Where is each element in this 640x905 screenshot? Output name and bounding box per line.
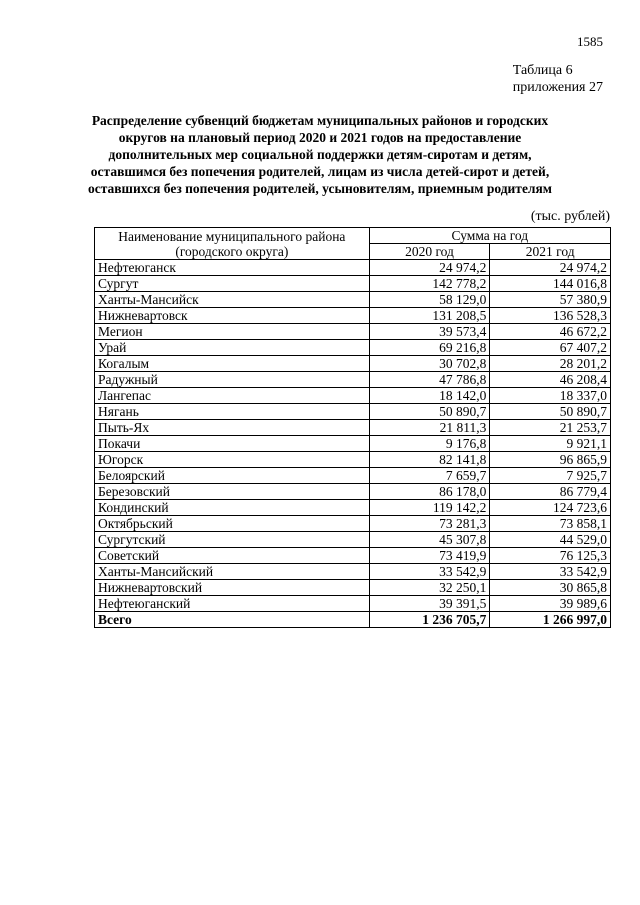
municipality-name-cell: Нижневартовск: [95, 308, 370, 324]
municipality-name-cell: Березовский: [95, 484, 370, 500]
value-2021-cell: 46 208,4: [490, 372, 611, 388]
municipality-name-cell: Кондинский: [95, 500, 370, 516]
table-row: [95, 308, 611, 324]
value-2021-cell: 86 779,4: [490, 484, 611, 500]
value-2020-cell: 50 890,7: [369, 404, 490, 420]
value-2021-cell: 67 407,2: [490, 340, 611, 356]
value-2021-cell: 44 529,0: [490, 532, 611, 548]
municipality-name-cell: Нижневартовский: [95, 580, 370, 596]
value-2020-cell: 131 208,5: [369, 308, 490, 324]
table-row: [95, 260, 611, 276]
table-row: [95, 324, 611, 340]
table-reference: [513, 62, 603, 96]
municipality-name-cell: Югорск: [95, 452, 370, 468]
value-2021-cell: 50 890,7: [490, 404, 611, 420]
municipality-name-cell: Нягань: [95, 404, 370, 420]
value-2020-cell: 45 307,8: [369, 532, 490, 548]
municipality-name-cell: Когалым: [95, 356, 370, 372]
municipality-name-cell: Белоярский: [95, 468, 370, 484]
header-sum-per-year: Сумма на год: [369, 228, 610, 244]
municipality-name-cell: Урай: [95, 340, 370, 356]
header-year-2020: 2020 год: [369, 244, 490, 260]
table-row: [95, 484, 611, 500]
table-row: [95, 516, 611, 532]
municipality-name-cell: Всего: [95, 612, 370, 628]
municipality-name-cell: Нефтеюганский: [95, 596, 370, 612]
value-2021-cell: 1 266 997,0: [490, 612, 611, 628]
value-2020-cell: 39 573,4: [369, 324, 490, 340]
municipality-name-cell: Ханты-Мансийский: [95, 564, 370, 580]
table-row: [95, 436, 611, 452]
value-2020-cell: 7 659,7: [369, 468, 490, 484]
title-line2: округов на плановый период 2020 и 2021 годов на предоставление: [118, 130, 522, 145]
value-2021-cell: 28 201,2: [490, 356, 611, 372]
value-2021-cell: 33 542,9: [490, 564, 611, 580]
value-2021-cell: 18 337,0: [490, 388, 611, 404]
table-body: [95, 260, 611, 628]
table-total-row: [95, 612, 611, 628]
value-2020-cell: 142 778,2: [369, 276, 490, 292]
value-2020-cell: 47 786,8: [369, 372, 490, 388]
value-2021-cell: 124 723,6: [490, 500, 611, 516]
value-2020-cell: 73 281,3: [369, 516, 490, 532]
value-2021-cell: 7 925,7: [490, 468, 611, 484]
value-2021-cell: 21 253,7: [490, 420, 611, 436]
value-2020-cell: 82 141,8: [369, 452, 490, 468]
value-2021-cell: 96 865,9: [490, 452, 611, 468]
value-2021-cell: 76 125,3: [490, 548, 611, 564]
municipality-name-cell: Мегион: [95, 324, 370, 340]
value-2021-cell: 30 865,8: [490, 580, 611, 596]
value-2020-cell: 21 811,3: [369, 420, 490, 436]
value-2020-cell: 30 702,8: [369, 356, 490, 372]
table-row: [95, 596, 611, 612]
municipality-name-cell: Лангепас: [95, 388, 370, 404]
value-2020-cell: 73 419,9: [369, 548, 490, 564]
table-row: [95, 340, 611, 356]
table-row: [95, 292, 611, 308]
value-2020-cell: 24 974,2: [369, 260, 490, 276]
document-title: [70, 112, 570, 197]
table-row: [95, 532, 611, 548]
table-row: [95, 404, 611, 420]
table-row: [95, 564, 611, 580]
municipality-name-cell: Советский: [95, 548, 370, 564]
table-ref-line2: приложения 27: [512, 80, 603, 95]
value-2021-cell: 46 672,2: [490, 324, 611, 340]
value-2021-cell: 136 528,3: [490, 308, 611, 324]
title-line5: оставшихся без попечения родителей, усыновителям, приемным родителям: [87, 181, 553, 196]
table-row: [95, 468, 611, 484]
page-number: 1585: [577, 34, 603, 49]
municipality-name-cell: Радужный: [95, 372, 370, 388]
table-row: [95, 580, 611, 596]
title-line3: дополнительных мер социальной поддержки детям-сиротам и детям,: [108, 147, 532, 162]
value-2020-cell: 33 542,9: [369, 564, 490, 580]
municipality-name-cell: Сургутский: [95, 532, 370, 548]
municipality-name-cell: Нефтеюганск: [95, 260, 370, 276]
municipality-name-cell: Пыть-Ях: [95, 420, 370, 436]
municipality-name-cell: Сургут: [95, 276, 370, 292]
municipality-name-cell: Ханты-Мансийск: [95, 292, 370, 308]
value-2020-cell: 119 142,2: [369, 500, 490, 516]
header-name-line1: Наименование муниципального района: [118, 228, 346, 244]
units-label: (тыс. рублей): [530, 209, 610, 224]
title-line4: оставшимся без попечения родителей, лицам из числа детей-сирот и детей,: [90, 164, 550, 179]
table-row: [95, 452, 611, 468]
table-row: [95, 356, 611, 372]
table-row: [95, 548, 611, 564]
value-2020-cell: 69 216,8: [369, 340, 490, 356]
value-2021-cell: 144 016,8: [490, 276, 611, 292]
value-2020-cell: 1 236 705,7: [369, 612, 490, 628]
table-ref-line1: Таблица 6: [512, 63, 573, 78]
value-2021-cell: 39 989,6: [490, 596, 611, 612]
value-2021-cell: 24 974,2: [490, 260, 611, 276]
table-row: [95, 372, 611, 388]
value-2020-cell: 18 142,0: [369, 388, 490, 404]
header-year-2021: 2021 год: [490, 244, 611, 260]
value-2020-cell: 9 176,8: [369, 436, 490, 452]
table-header-row: [95, 228, 611, 244]
value-2020-cell: 58 129,0: [369, 292, 490, 308]
value-2020-cell: 32 250,1: [369, 580, 490, 596]
municipality-name-cell: Октябрьский: [95, 516, 370, 532]
table-row: [95, 276, 611, 292]
table-row: [95, 388, 611, 404]
municipality-name-cell: Покачи: [95, 436, 370, 452]
value-2020-cell: 86 178,0: [369, 484, 490, 500]
value-2020-cell: 39 391,5: [369, 596, 490, 612]
table-row: [95, 420, 611, 436]
header-municipality: [95, 228, 370, 260]
value-2021-cell: 73 858,1: [490, 516, 611, 532]
value-2021-cell: 9 921,1: [490, 436, 611, 452]
value-2021-cell: 57 380,9: [490, 292, 611, 308]
header-name-line2: (городского округа): [175, 243, 289, 259]
table-row: [95, 500, 611, 516]
title-line1: Распределение субвенций бюджетам муниципальных районов и городских: [91, 113, 549, 128]
subvention-table: [94, 227, 611, 628]
